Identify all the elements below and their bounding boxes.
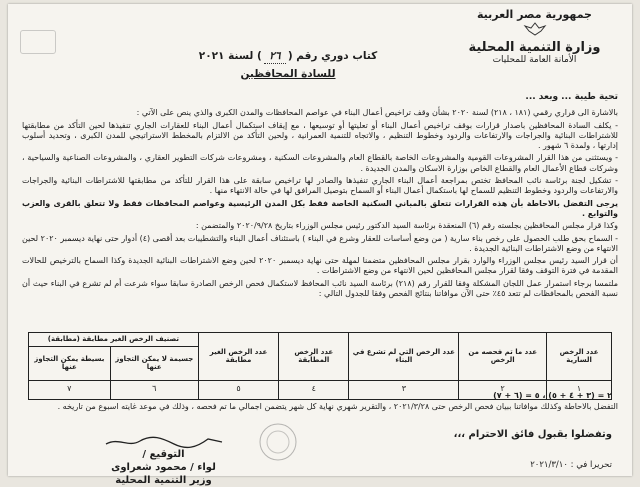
paragraph: - السماح بحق طلب الحصول على رخص بناء سارية ( من وضع أساسات للعقار وشرع في البناء ) باستئناف أعمال البناء والتشطيبات بعد أقصى (٤) أدوار حتى نهاية ديسمبر ٢٠٢٠ لحين الانتهاء من وضع الاشتراطات البنائية الجديدة . xyxy=(22,233,618,253)
reporting-note: التفضل بالاحاطة وكذلك موافاتنا ببيان فحص الرخص حتى ٢٠٢١/٣/٢٨ ، والتقرير شهري نهاية كل شهر يتضمن اجمالي ما تم فحصه ، وذلك في موعد غايته اسبوع من تاريخه . xyxy=(57,402,618,411)
column-group-header: تصنيف الرخص الغير مطابقة (مطابقة) xyxy=(29,333,199,347)
handwritten-signature-icon xyxy=(104,436,224,448)
official-seal-icon xyxy=(258,422,298,462)
secretariat-name: الأمانة العامة للمحليات xyxy=(492,55,577,65)
republic-name: جمهورية مصر العربية xyxy=(477,8,592,21)
column-header: عدد الرخص الغير مطابقة xyxy=(198,333,278,381)
paragraph: - تشكيل لجنة برئاسة نائب المحافظ تختص بمراجعة أعمال البناء الجاري تنفيذها والصادر لها تراخيص سابقة على هذا القرار للتأكد من مطابقتها للاشتراطات البنائية والجراجات والارتفاعات والردود وخطوط التنظيم للسماح لها باستكمال أعمال البناء أو السماح بتوصيل المرافق لها في حالة الانتهاء منها . xyxy=(22,176,618,196)
paragraph: بالاشارة الى قراري رقمي (١٨١ ، ٢١٨) لسنة ٢٠٢٠ بشأن وقف تراخيص أعمال البناء في عواصم المحافظات والمدن الكبرى والذي ينص على الآتي : xyxy=(136,108,618,118)
letter-page xyxy=(8,4,632,486)
column-header: جسيمة لا يمكن التجاوز عنها xyxy=(110,346,198,380)
column-header: بسيطة يمكن التجاوز عنها xyxy=(29,346,111,380)
column-header: عدد الرخص السارية xyxy=(547,333,612,381)
eagle-emblem-icon xyxy=(522,22,548,36)
table-cell: ٦ xyxy=(110,380,198,399)
table-cell: ٢ xyxy=(459,380,547,399)
signatory-name: لواء / محمود شعراوى xyxy=(111,462,216,473)
letter-number: ٢٦ xyxy=(264,50,286,64)
paragraph: ملتمسا برجاء استمرار عمل اللجان المشكلة وفقا للقرار رقم (٢١٨) برئاسة السيد نائب المحافظ لاستكمال فحص الرخص الصادرة سابقا سواء شرعت أم لم تشرع في البناء حيث أن نسبة الفحص بالمحافظات لم تتعد ٤٥٪ حتى الآن موافاتنا بنتائج الفحص وفقا للجدول التالي : xyxy=(22,278,618,299)
title-suffix: ) لسنة ٢٠٢١ xyxy=(198,50,262,62)
column-header: عدد الرخص المطابقة xyxy=(279,333,349,381)
column-header: عدد الرخص التي لم تشرع في البناء xyxy=(349,333,459,381)
table-cell: ٤ xyxy=(279,380,349,399)
issue-date: تحريرا في : ٢٠٢١/٣/١٠ xyxy=(530,460,612,470)
column-header: عدد ما تم فحصه من الرخص xyxy=(459,333,547,381)
signatory-title: وزير التنمية المحلية xyxy=(115,475,212,486)
closing-line: وتفضلوا بقبول فائق الاحترام ،،، xyxy=(453,429,612,440)
paragraph: وكذا قرار مجلس المحافظين بجلسته رقم (٦) المنعقدة برئاسة السيد الدكتور رئيس مجلس الوزراء بتاريخ ٢٠٢٠/٩/٢٨ والمتضمن : xyxy=(195,221,618,231)
table-cell: ١ xyxy=(547,380,612,399)
table-cell: ٥ xyxy=(198,380,278,399)
letter-title xyxy=(188,50,388,81)
inspection-table xyxy=(28,332,612,400)
addressee: للسادة المحافظين xyxy=(240,68,336,80)
paragraph: - يكلف السادة المحافظين باصدار قرارات بوقف تراخيص أعمال البناء أو تعليتها أو توسيعها ، مع إيقاف استكمال أعمال البناء للعقارات الجاري تنفيذها لحين التأكد من مطابقتها للاشتراطات البنائية والجراجات والارتفاعات والردود وخطوط التنظيم ، والاتجاه للتنمية العمرانية ، ولحين التأكد من الالتزام بالمخطط الاستراتيجي للمدن الكبرى ، وتحديد أسلوب إدارتها ، ولمدة ٦ شهور . xyxy=(22,120,618,151)
corner-stamp-icon xyxy=(20,30,56,54)
greeting: تحية طيبة ... وبعد ... xyxy=(525,92,618,102)
table-formula: ٢ = (٣ + ٤ + ٥) ، ٥ = (٦ + ٧) xyxy=(493,391,612,400)
signature-label: التوقيع / xyxy=(142,449,185,460)
table-cell: ٧ xyxy=(29,380,111,399)
signature-block xyxy=(76,436,251,487)
table-cell: ٣ xyxy=(349,380,459,399)
paragraph: يرجى التفضل بالاحاطة بأن هذه القرارات تتعلق بالمباني السكنية الخاصة فقط بكل المدن الرئيسية وعواصم المحافظات فقط ولا تتعلق بالقرى والعزب والتوابع . xyxy=(22,198,618,218)
letterhead xyxy=(447,8,622,66)
paragraph: أن قرار السيد رئيس مجلس الوزراء والوارد بقرار مجلس المحافظين متضمنا لمهلة حتى نهاية ديسمبر ٢٠٢٠ لحين وضع الاشتراطات البنائية الجديدة وكذا السماح بالترخيص للحالات المقدمة في فترة التوقف وفقا لقرار مجلس المحافظين لحين الانتهاء من وضع الاشتراطات . xyxy=(22,256,618,276)
letter-body xyxy=(22,92,618,301)
paragraph: - ويستثنى من هذا القرار المشروعات القومية والمشروعات الخاصة بالقطاع العام والمشروعات السكنية ، ومشروعات شركات التطوير العقاري ، والمشروعات الصناعية والسياحية ، وشركات قطاع الأعمال العام والقطاع الخاص بوزارة الاسكان والمدن الجديدة . xyxy=(22,153,618,173)
ministry-name: وزارة التنمية المحلية xyxy=(468,40,601,55)
title-prefix: كتاب دوري رقم ( xyxy=(287,50,378,62)
